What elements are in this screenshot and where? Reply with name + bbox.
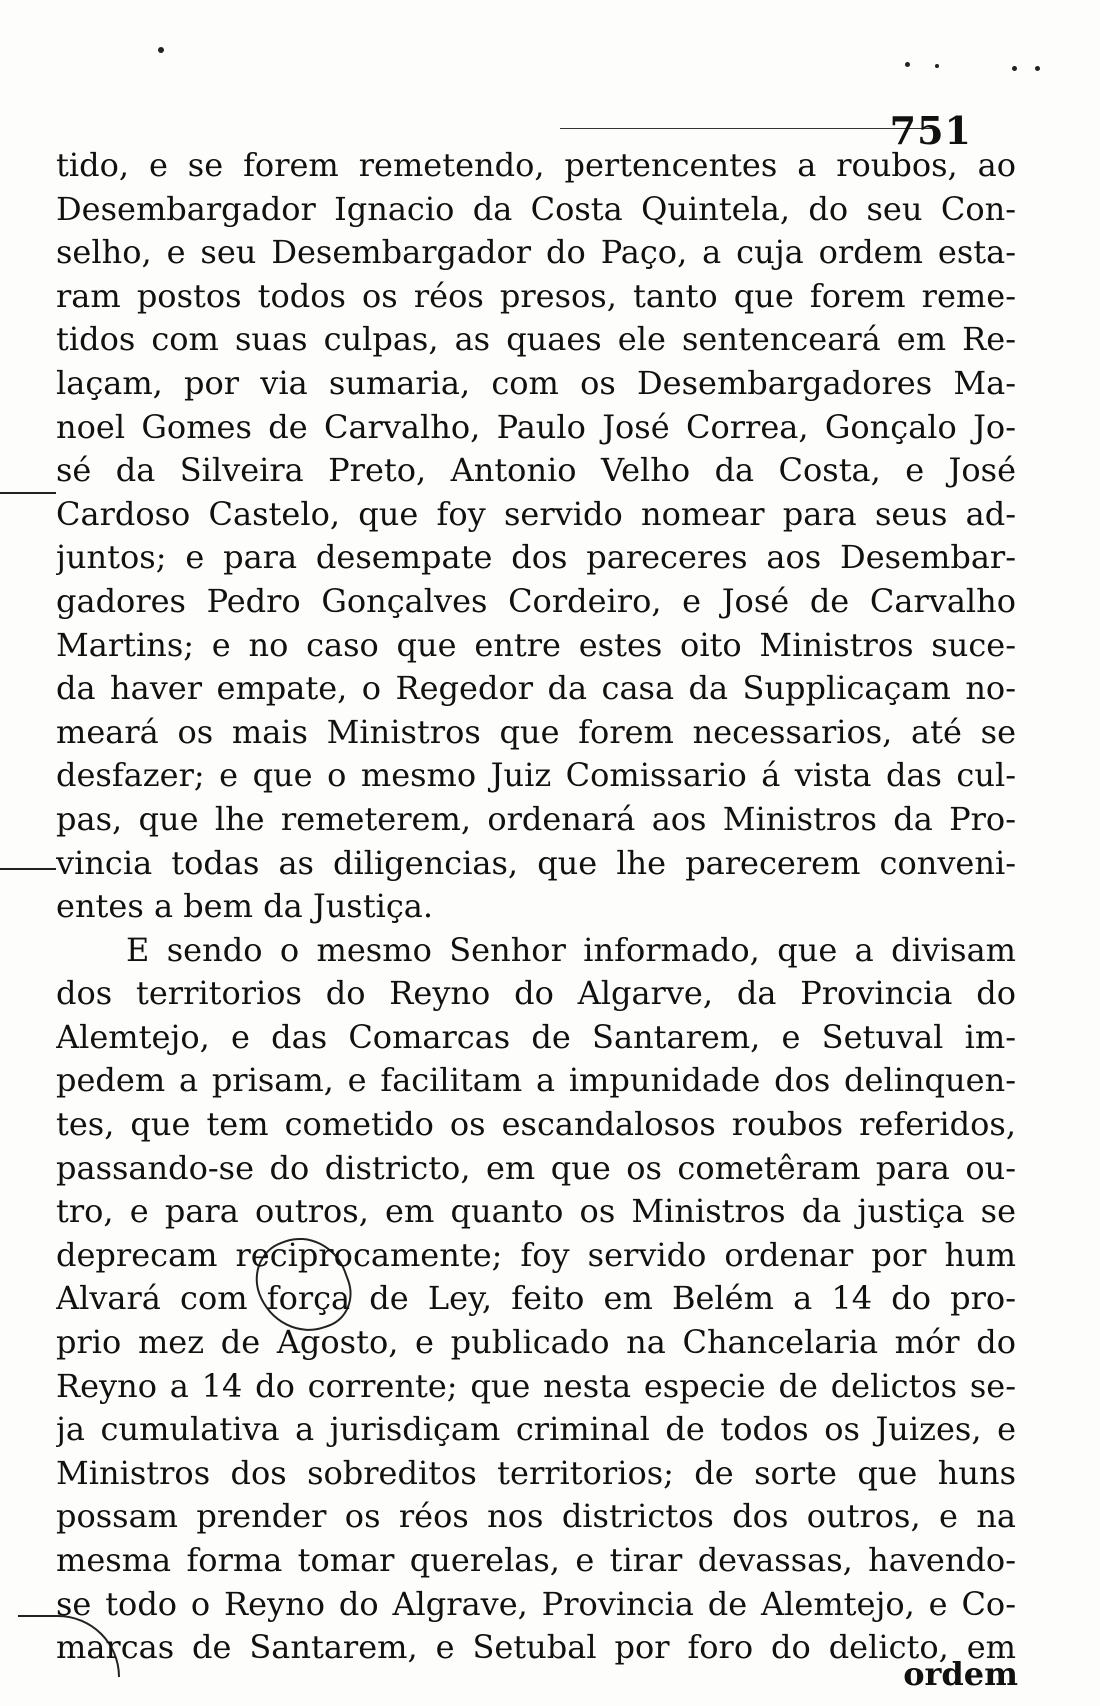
- text-line: pedem a prisam, e facilitam a impunidade dos delinquen-: [56, 1061, 1016, 1100]
- text-line: deprecam reciprocamente; foy servido ordenar por hum: [56, 1235, 1016, 1274]
- text-line: passando-se do districto, em que os cometêram para ou-: [56, 1148, 1016, 1187]
- text-line: Martins; e no caso que entre estes oito Ministros suce-: [56, 625, 1016, 664]
- text-line: gadores Pedro Gonçalves Cordeiro, e José de Carvalho: [56, 581, 1016, 620]
- text-line: tro, e para outros, em quanto os Ministros da justiça se: [56, 1192, 1016, 1231]
- text-line: Reyno a 14 do corrente; que nesta especie de delictos se-: [56, 1366, 1016, 1405]
- ink-speck: [1012, 66, 1017, 71]
- text-line: noel Gomes de Carvalho, Paulo José Correa, Gonçalo Jo-: [56, 407, 1016, 446]
- catchword: ordem: [903, 1655, 1018, 1693]
- ink-speck: [158, 47, 164, 53]
- text-line: juntos; e para desempate dos pareceres aos Desembar-: [56, 538, 1016, 577]
- text-line: se todo o Reyno do Algrave, Provincia de Alemtejo, e Co-: [56, 1584, 1016, 1623]
- ink-speck: [935, 64, 939, 68]
- paragraph-end-line: entes a bem da Justiça.: [56, 887, 433, 926]
- text-line: Cardoso Castelo, que foy servido nomear para seus ad-: [56, 494, 1016, 533]
- text-line: Alvará com força de Ley, feito em Belém a 14 do pro-: [56, 1279, 1016, 1318]
- text-line: prio mez de Agosto, e publicado na Chancelaria mór do: [56, 1323, 1016, 1362]
- margin-mark: [0, 868, 56, 870]
- text-line: tes, que tem cometido os escandalosos roubos referidos,: [56, 1105, 1016, 1144]
- text-line: sé da Silveira Preto, Antonio Velho da Costa, e José: [56, 451, 1016, 490]
- text-line: Ministros dos sobreditos territorios; de sorte que huns: [56, 1453, 1016, 1492]
- margin-mark: [0, 492, 56, 494]
- text-line: mesma forma tomar querelas, e tirar devassas, havendo-: [56, 1541, 1016, 1579]
- text-line: tidos com suas culpas, as quaes ele sentenceará em Re-: [56, 320, 1016, 359]
- text-line: Desembargador Ignacio da Costa Quintela, do seu Con-: [56, 189, 1016, 228]
- text-line: tido, e se forem remetendo, pertencentes a roubos, ao: [56, 146, 1016, 184]
- text-line: meará os mais Ministros que forem necessarios, até se: [56, 712, 1016, 751]
- text-line: laçam, por via sumaria, com os Desembargadores Ma-: [56, 363, 1016, 402]
- text-line: ram postos todos os réos presos, tanto que forem reme-: [56, 276, 1016, 315]
- page-number: 751: [889, 108, 972, 153]
- header-rule: [560, 128, 938, 129]
- text-line: Alemtejo, e das Comarcas de Santarem, e Setuval im-: [56, 1017, 1016, 1056]
- text-line: dos territorios do Reyno do Algarve, da Provincia do: [56, 974, 1016, 1013]
- ink-speck: [1035, 66, 1040, 71]
- text-line: marcas de Santarem, e Setubal por foro do delicto, em: [56, 1628, 1016, 1667]
- text-line: pas, que lhe remeterem, ordenará aos Ministros da Pro-: [56, 799, 1016, 838]
- text-line: desfazer; e que o mesmo Juiz Comissario á vista das cul-: [56, 756, 1016, 795]
- ink-speck: [905, 62, 910, 67]
- text-line: da haver empate, o Regedor da casa da Supplicaçam no-: [56, 669, 1016, 708]
- text-line: vincia todas as diligencias, que lhe parecerem conveni-: [56, 843, 1016, 882]
- text-line: ja cumulativa a jurisdiçam criminal de todos os Juizes, e: [56, 1410, 1016, 1449]
- text-line: possam prender os réos nos districtos dos outros, e na: [56, 1497, 1016, 1536]
- text-line: selho, e seu Desembargador do Paço, a cuja ordem esta-: [56, 233, 1016, 272]
- body-text: [56, 144, 1016, 1670]
- paragraph-start-line: E sendo o mesmo Senhor informado, que a divisam: [126, 930, 1016, 969]
